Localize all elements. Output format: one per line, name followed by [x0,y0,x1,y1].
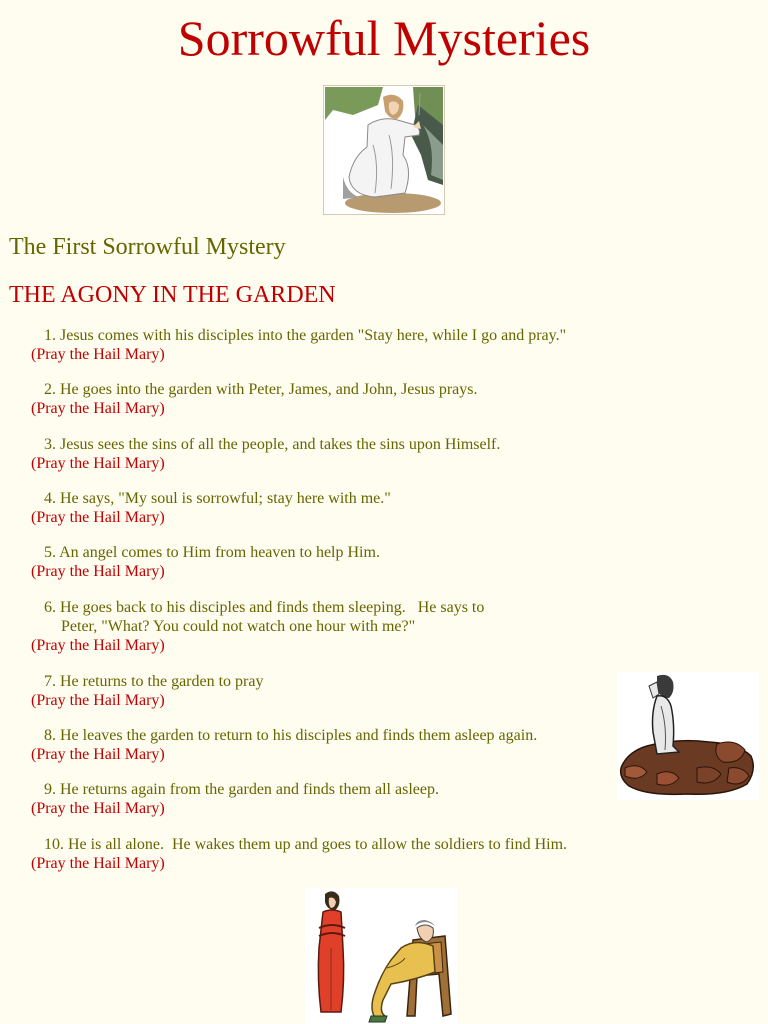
mystery-heading: THE AGONY IN THE GARDEN [9,282,336,308]
step-number: 7. [44,673,56,690]
prayer-note: (Pray the Hail Mary) [31,509,165,526]
jesus-praying-illustration [323,85,445,215]
list-item [0,780,640,818]
prayer-note: (Pray the Hail Mary) [31,346,165,363]
list-item [0,543,640,581]
step-number: 9. [44,781,56,798]
prayer-note: (Pray the Hail Mary) [31,637,165,654]
step-number: 1. [44,327,56,344]
step-number: 3. [44,436,56,453]
list-item [0,835,640,873]
mystery-subtitle: The First Sorrowful Mystery [9,234,286,260]
step-text: He says, "My soul is sorrowful; stay here with me." [60,490,391,507]
list-item [0,598,640,655]
list-item [0,489,640,527]
step-number: 4. [44,490,56,507]
step-text: He goes into the garden with Peter, James, and John, Jesus prays. [60,381,478,398]
step-number: 5. [44,544,56,561]
step-text: Jesus comes with his disciples into the garden "Stay here, while I go and pray." [60,327,567,344]
list-item [0,726,640,764]
prayer-note: (Pray the Hail Mary) [31,746,165,763]
prayer-note: (Pray the Hail Mary) [31,800,165,817]
step-number: 2. [44,381,56,398]
prayer-note: (Pray the Hail Mary) [31,692,165,709]
prayer-note: (Pray the Hail Mary) [31,400,165,417]
list-item [0,672,640,710]
step-number: 6. [44,599,56,616]
prayer-note: (Pray the Hail Mary) [31,455,165,472]
step-text-continued: Peter, "What? You could not watch one hour with me?" [61,618,416,635]
jesus-before-pilate-illustration [305,888,457,1024]
prayer-note: (Pray the Hail Mary) [31,855,165,872]
step-number: 10. [44,836,64,853]
step-text: He goes back to his disciples and finds them sleeping. He says to [60,599,485,616]
list-item [0,326,640,364]
step-text: He returns again from the garden and finds them all asleep. [60,781,439,798]
step-text: He is all alone. He wakes them up and goes to allow the soldiers to find Him. [68,836,568,853]
step-text: An angel comes to Him from heaven to help Him. [59,544,380,561]
list-item [0,435,640,473]
step-text: He leaves the garden to return to his disciples and finds them asleep again. [60,727,538,744]
list-item [0,380,640,418]
step-text: Jesus sees the sins of all the people, and takes the sins upon Himself. [60,436,501,453]
kneeling-figure-illustration [617,672,759,800]
page-title: Sorrowful Mysteries [177,10,591,66]
prayer-note: (Pray the Hail Mary) [31,563,165,580]
step-text: He returns to the garden to pray [60,673,264,690]
step-number: 8. [44,727,56,744]
